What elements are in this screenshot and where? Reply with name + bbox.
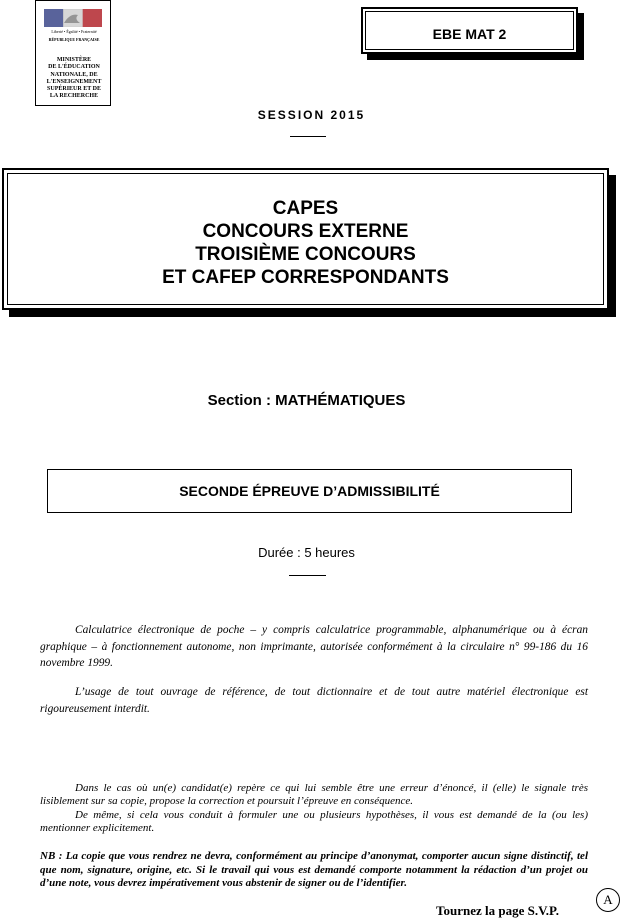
exam-code: EBE MAT 2: [432, 26, 507, 42]
competition-title: [4, 197, 607, 289]
logo-motto: Liberté • Égalité • Fraternité: [51, 29, 97, 34]
ministry-logo-box: [35, 0, 111, 106]
competition-line-4: ET CAFEP CORRESPONDANTS: [162, 267, 449, 288]
competition-line-1: CAPES: [272, 198, 339, 219]
session-title: SESSION 2015: [257, 108, 366, 122]
epreuve-box: [47, 469, 572, 513]
duration-text: Durée : 5 heures: [258, 545, 355, 560]
ministry-line: LA RECHERCHE: [49, 93, 99, 100]
ministry-line: NATIONALE, DE: [50, 71, 98, 78]
duration-divider: [289, 575, 326, 576]
session-divider: [290, 136, 326, 137]
ministry-line: SUPÉRIEUR ET DE: [47, 86, 101, 93]
exam-code-box: [361, 7, 578, 54]
competition-box: [2, 168, 609, 310]
ministry-name: [39, 57, 109, 101]
ministry-line: MINISTÈRE: [56, 57, 92, 63]
competition-line-3: TROISIÈME CONCOURS: [195, 244, 416, 265]
epreuve-title: SECONDE ÉPREUVE D’ADMISSIBILITÉ: [179, 483, 440, 499]
competition-line-2: CONCOURS EXTERNE: [202, 221, 409, 242]
calculator-instruction: Calculatrice électronique de poche – y compris calculatrice programmable, alphanumérique ou à écran graphique – à fonctionnement autonome, non imprimante, autorisée conformément à la circulaire n° 99-186 du 16 novembre 1999.: [40, 624, 588, 669]
hypotheses-notice: De même, si cela vous conduit à formuler une ou plusieurs hypothèses, il vous est demandé de la (ou les) mentionner explicitement.: [40, 809, 588, 834]
ministry-line: L'ENSEIGNEMENT: [46, 78, 102, 85]
turn-page-text: Tournez la page S.V.P.: [436, 903, 560, 918]
ministry-line: DE L'ÉDUCATION: [48, 64, 100, 71]
version-letter-badge: A: [596, 888, 620, 912]
section-title: Section : MATHÉMATIQUES: [207, 392, 406, 409]
logo-republic: RÉPUBLIQUE FRANÇAISE: [48, 37, 100, 42]
error-notice: Dans le cas où un(e) candidat(e) repère ce qui lui semble être une erreur d’énoncé, il (elle) le signale très lisiblement sur sa copie, propose la correction et poursuit l’épreuve en conséquence.: [40, 782, 588, 807]
anonymity-notice: NB : La copie que vous rendrez ne devra, conformément au principe d’anonymat, comporter aucun signe distinctif, tel que nom, signature, origine, etc. Si le travail qui vous est demandé comporte notamment la rédaction d’un projet ou d’une note, vous devrez impérativement vous abstenir de signer ou de l’identifier.: [40, 850, 588, 889]
materials-instruction: L’usage de tout ouvrage de référence, de tout dictionnaire et de tout autre matériel électronique est rigoureusement interdit.: [40, 686, 588, 715]
marianne-logo-icon: [44, 9, 102, 27]
